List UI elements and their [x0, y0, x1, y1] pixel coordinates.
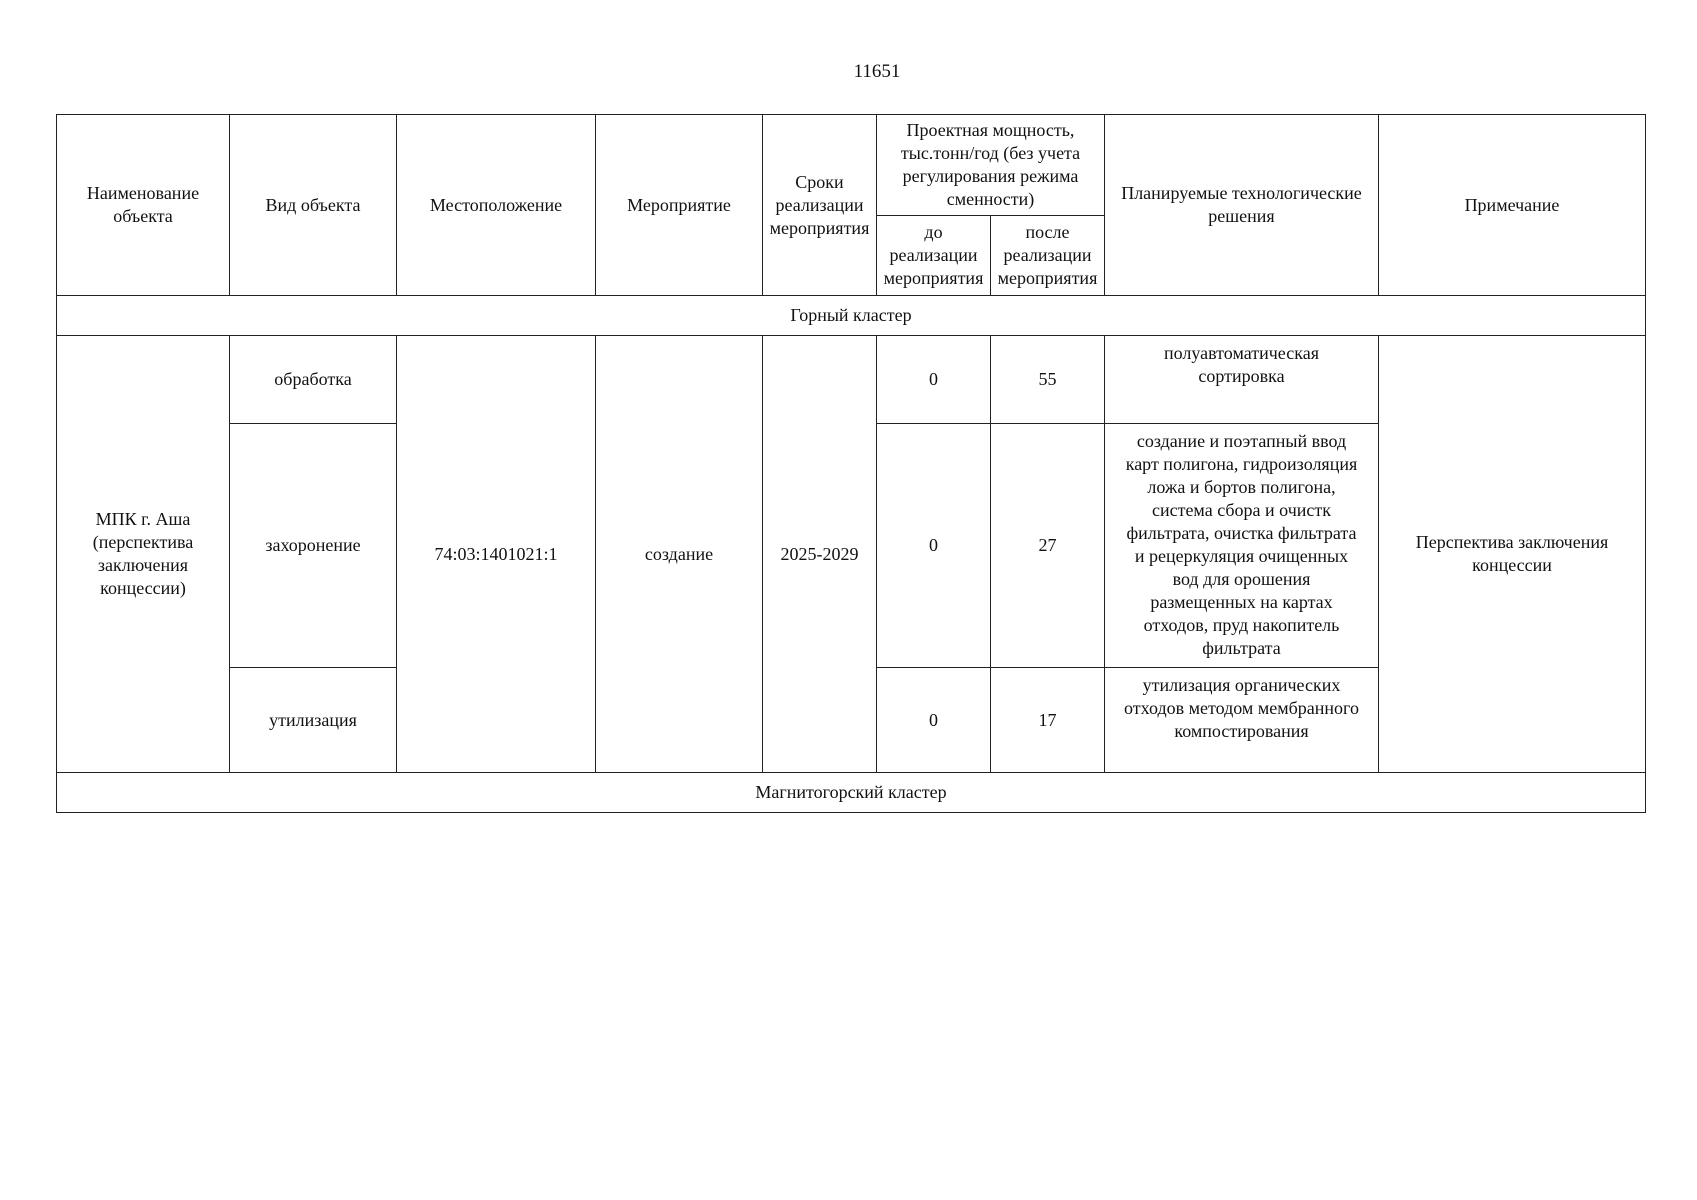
object-kind: захоронение — [230, 424, 397, 668]
header-capacity: Проектная мощность, тыс.тонн/год (без учета регулирования режима сменности) — [877, 115, 1105, 216]
tech-solution: создание и поэтапный ввод карт полигона, гидроизоляция ложа и бортов полигона, система сбора и очистк фильтрата, очистка фильтрата и рецеркуляция очищенных вод для орошения размещенных на картах отходов, пруд накопитель фильтрата — [1105, 424, 1379, 668]
object-kind: обработка — [230, 336, 397, 424]
tech-solution: полуавтоматическая сортировка — [1105, 336, 1379, 424]
object-measure: создание — [596, 336, 763, 773]
header-name: Наименование объекта — [57, 115, 230, 296]
header-term: Сроки реализации мероприятия — [763, 115, 877, 296]
tech-solution: утилизация органических отходов методом мембранного компостирования — [1105, 668, 1379, 773]
capacity-after: 27 — [991, 424, 1105, 668]
cluster-title: Горный кластер — [57, 296, 1646, 336]
object-name: МПК г. Аша (перспектива заключения концессии) — [57, 336, 230, 773]
object-kind: утилизация — [230, 668, 397, 773]
cluster-row-magnitogorsk — [57, 773, 1646, 813]
facilities-table — [56, 114, 1646, 813]
object-term: 2025-2029 — [763, 336, 877, 773]
header-measure: Мероприятие — [596, 115, 763, 296]
page-number: 11651 — [853, 61, 901, 82]
capacity-before: 0 — [877, 668, 991, 773]
object-note: Перспектива заключения концессии — [1379, 336, 1646, 773]
object-location: 74:03:1401021:1 — [397, 336, 596, 773]
header-after: после реализации мероприятия — [991, 216, 1105, 296]
header-tech: Планируемые технологические решения — [1105, 115, 1379, 296]
capacity-after: 17 — [991, 668, 1105, 773]
cluster-title: Магнитогорский кластер — [57, 773, 1646, 813]
table-row — [57, 336, 1646, 424]
header-location: Местоположение — [397, 115, 596, 296]
capacity-before: 0 — [877, 424, 991, 668]
cluster-row-gorny — [57, 296, 1646, 336]
capacity-before: 0 — [877, 336, 991, 424]
header-note: Примечание — [1379, 115, 1646, 296]
header-before: до реализации мероприятия — [877, 216, 991, 296]
header-row — [57, 115, 1646, 216]
capacity-after: 55 — [991, 336, 1105, 424]
header-kind: Вид объекта — [230, 115, 397, 296]
